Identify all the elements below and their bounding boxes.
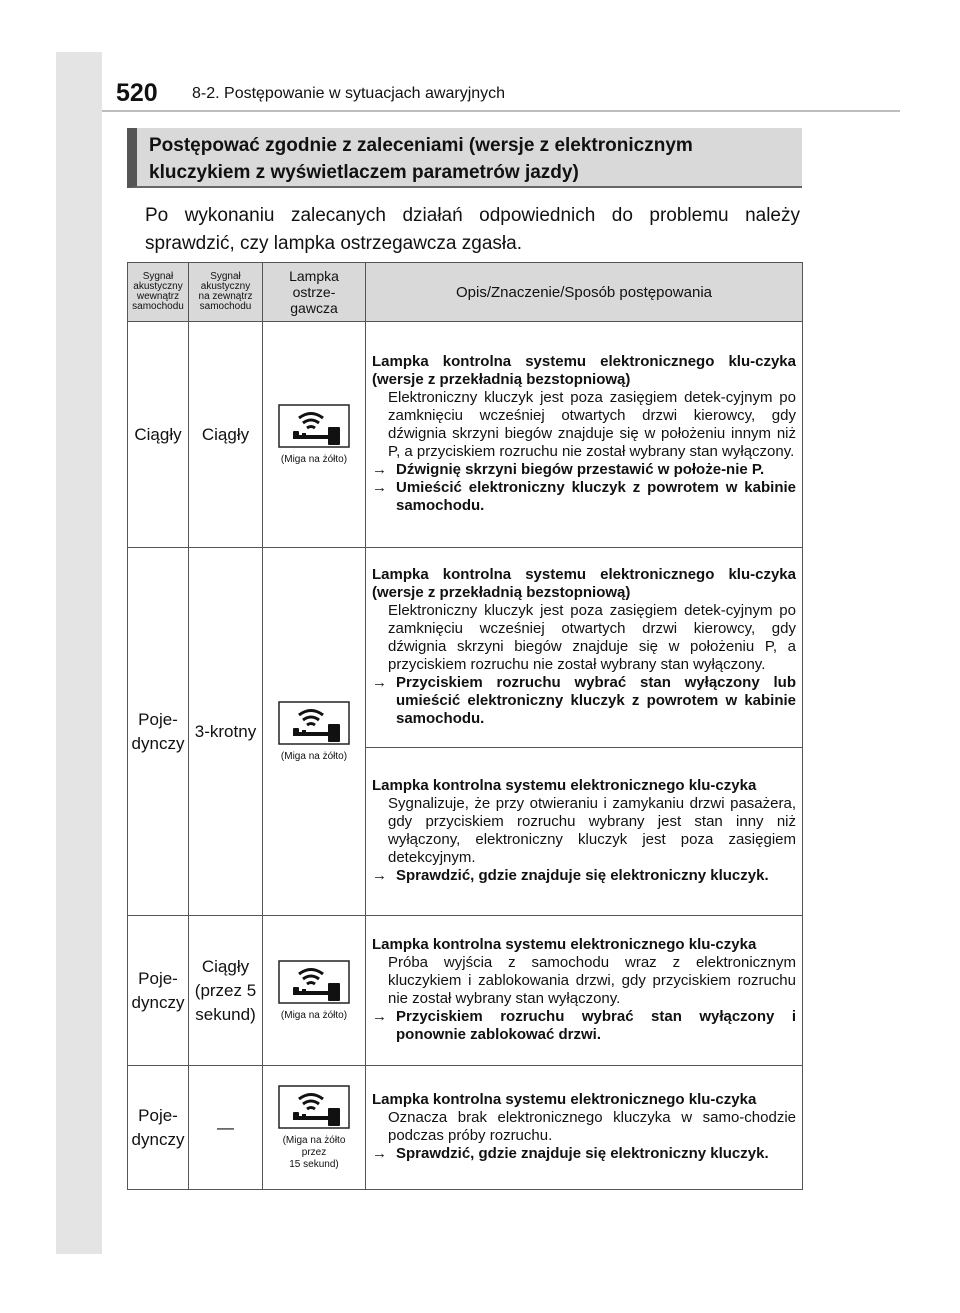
page-number: 520 bbox=[116, 79, 158, 107]
intro-paragraph: Po wykonaniu zalecanych działań odpowiednich do problemu należy sprawdzić, czy lampka ostrzegawcza zgasła. bbox=[145, 205, 800, 254]
side-strip bbox=[56, 52, 102, 1254]
warning-light-cell bbox=[263, 1066, 366, 1190]
inside-buzzer-cell: Ciągły bbox=[128, 322, 189, 548]
table-header-row bbox=[128, 263, 803, 322]
header-warning-light: Lampka ostrze- gawcza bbox=[263, 263, 366, 322]
smart-key-warning-icon bbox=[278, 1085, 350, 1129]
description-cell bbox=[366, 748, 803, 916]
section-title-line1: Postępować zgodnie z zaleceniami (wersje z elektronicznym bbox=[149, 135, 693, 156]
icon-caption: (Miga na żółto) bbox=[280, 1009, 348, 1021]
chapter-title: 8-2. Postępowanie w sytuacjach awaryjnych bbox=[192, 85, 506, 102]
icon-caption: (Miga na żółto przez 15 sekund) bbox=[282, 1134, 346, 1170]
description-title: Lampka kontrolna systemu elektronicznego klu-czyka bbox=[372, 936, 757, 953]
section-banner bbox=[127, 128, 802, 188]
smart-key-warning-icon bbox=[278, 701, 350, 745]
smart-key-warning-icon bbox=[278, 404, 350, 448]
outside-buzzer-cell: 3-krotny bbox=[189, 548, 263, 916]
icon-caption: (Miga na żółto) bbox=[280, 750, 348, 762]
header-outside-buzzer: Sygnał akustyczny na zewnątrz samochodu bbox=[189, 263, 263, 322]
action-item: → Przyciskiem rozruchu wybrać stan wyłączony lub umieścić elektroniczny kluczyk z powrotem w kabinie samochodu. bbox=[372, 674, 796, 728]
header-inside-buzzer: Sygnał akustyczny wewnątrz samochodu bbox=[128, 263, 189, 322]
description-cell bbox=[366, 322, 803, 548]
description-body: Próba wyjścia z samochodu wraz z elektronicznym kluczykiem i zablokowania drzwi, gdy przyciskiem rozruchu nie został wybrany stan wyłączony. bbox=[388, 954, 796, 1007]
inside-buzzer-cell: Poje- dynczy bbox=[128, 916, 189, 1066]
warning-light-cell bbox=[263, 548, 366, 916]
outside-buzzer-cell: — bbox=[189, 1066, 263, 1190]
section-title-line2: kluczykiem z wyświetlaczem parametrów jazdy) bbox=[149, 162, 579, 183]
description-cell bbox=[366, 916, 803, 1066]
page-header bbox=[102, 52, 900, 112]
smart-key-warning-icon bbox=[278, 960, 350, 1004]
description-body: Elektroniczny kluczyk jest poza zasięgiem detek-cyjnym po zamknięciu wcześniej otwartych drzwi kierowcy, gdy dźwignia skrzyni biegów znajduje się w położeniu P, a przyciskiem rozruchu nie został wybrany stan wyłączony. bbox=[388, 602, 796, 673]
description-cell bbox=[366, 548, 803, 748]
action-item: → Dźwignię skrzyni biegów przestawić w położe-nie P. bbox=[372, 461, 796, 479]
icon-caption: (Miga na żółto) bbox=[280, 453, 348, 465]
action-item: → Umieścić elektroniczny kluczyk z powrotem w kabinie samochodu. bbox=[372, 479, 796, 515]
action-item: → Sprawdzić, gdzie znajduje się elektroniczny kluczyk. bbox=[372, 1145, 796, 1163]
description-title: Lampka kontrolna systemu elektronicznego klu-czyka (wersje z przekładnią bezstopniową) bbox=[372, 566, 796, 601]
description-body: Oznacza brak elektronicznego kluczyka w samo-chodzie podczas próby rozruchu. bbox=[388, 1109, 796, 1144]
description-body: Sygnalizuje, że przy otwieraniu i zamykaniu drzwi pasażera, gdy przyciskiem rozruchu wybrany jest stan inny niż wyłączony, elektroniczny kluczyk jest poza zasięgiem detekcyjnym. bbox=[388, 795, 796, 866]
inside-buzzer-cell: Poje- dynczy bbox=[128, 548, 189, 916]
table-row bbox=[128, 322, 803, 548]
action-item: → Sprawdzić, gdzie znajduje się elektroniczny kluczyk. bbox=[372, 867, 796, 885]
description-title: Lampka kontrolna systemu elektronicznego klu-czyka bbox=[372, 1091, 757, 1108]
warning-light-cell bbox=[263, 322, 366, 548]
description-body: Elektroniczny kluczyk jest poza zasięgiem detek-cyjnym po zamknięciu wcześniej otwartych drzwi kierowcy, gdy dźwignia skrzyni biegów znajduje się w położeniu innym niż P, a przyciskiem rozruchu nie został wybrany stan wyłączony. bbox=[388, 389, 796, 460]
outside-buzzer-cell: Ciągły (przez 5 sekund) bbox=[189, 916, 263, 1066]
table-row bbox=[128, 1066, 803, 1190]
description-cell bbox=[366, 1066, 803, 1190]
outside-buzzer-cell: Ciągły bbox=[189, 322, 263, 548]
table-row bbox=[128, 916, 803, 1066]
header-description: Opis/Znaczenie/Sposób postępowania bbox=[366, 263, 803, 322]
warning-light-cell bbox=[263, 916, 366, 1066]
description-title: Lampka kontrolna systemu elektronicznego klu-czyka (wersje z przekładnią bezstopniową) bbox=[372, 353, 796, 388]
description-title: Lampka kontrolna systemu elektronicznego klu-czyka bbox=[372, 777, 757, 794]
action-item: → Przyciskiem rozruchu wybrać stan wyłączony i ponownie zablokować drzwi. bbox=[372, 1008, 796, 1044]
warning-table bbox=[127, 262, 803, 1190]
table-row bbox=[128, 548, 803, 748]
inside-buzzer-cell: Poje- dynczy bbox=[128, 1066, 189, 1190]
